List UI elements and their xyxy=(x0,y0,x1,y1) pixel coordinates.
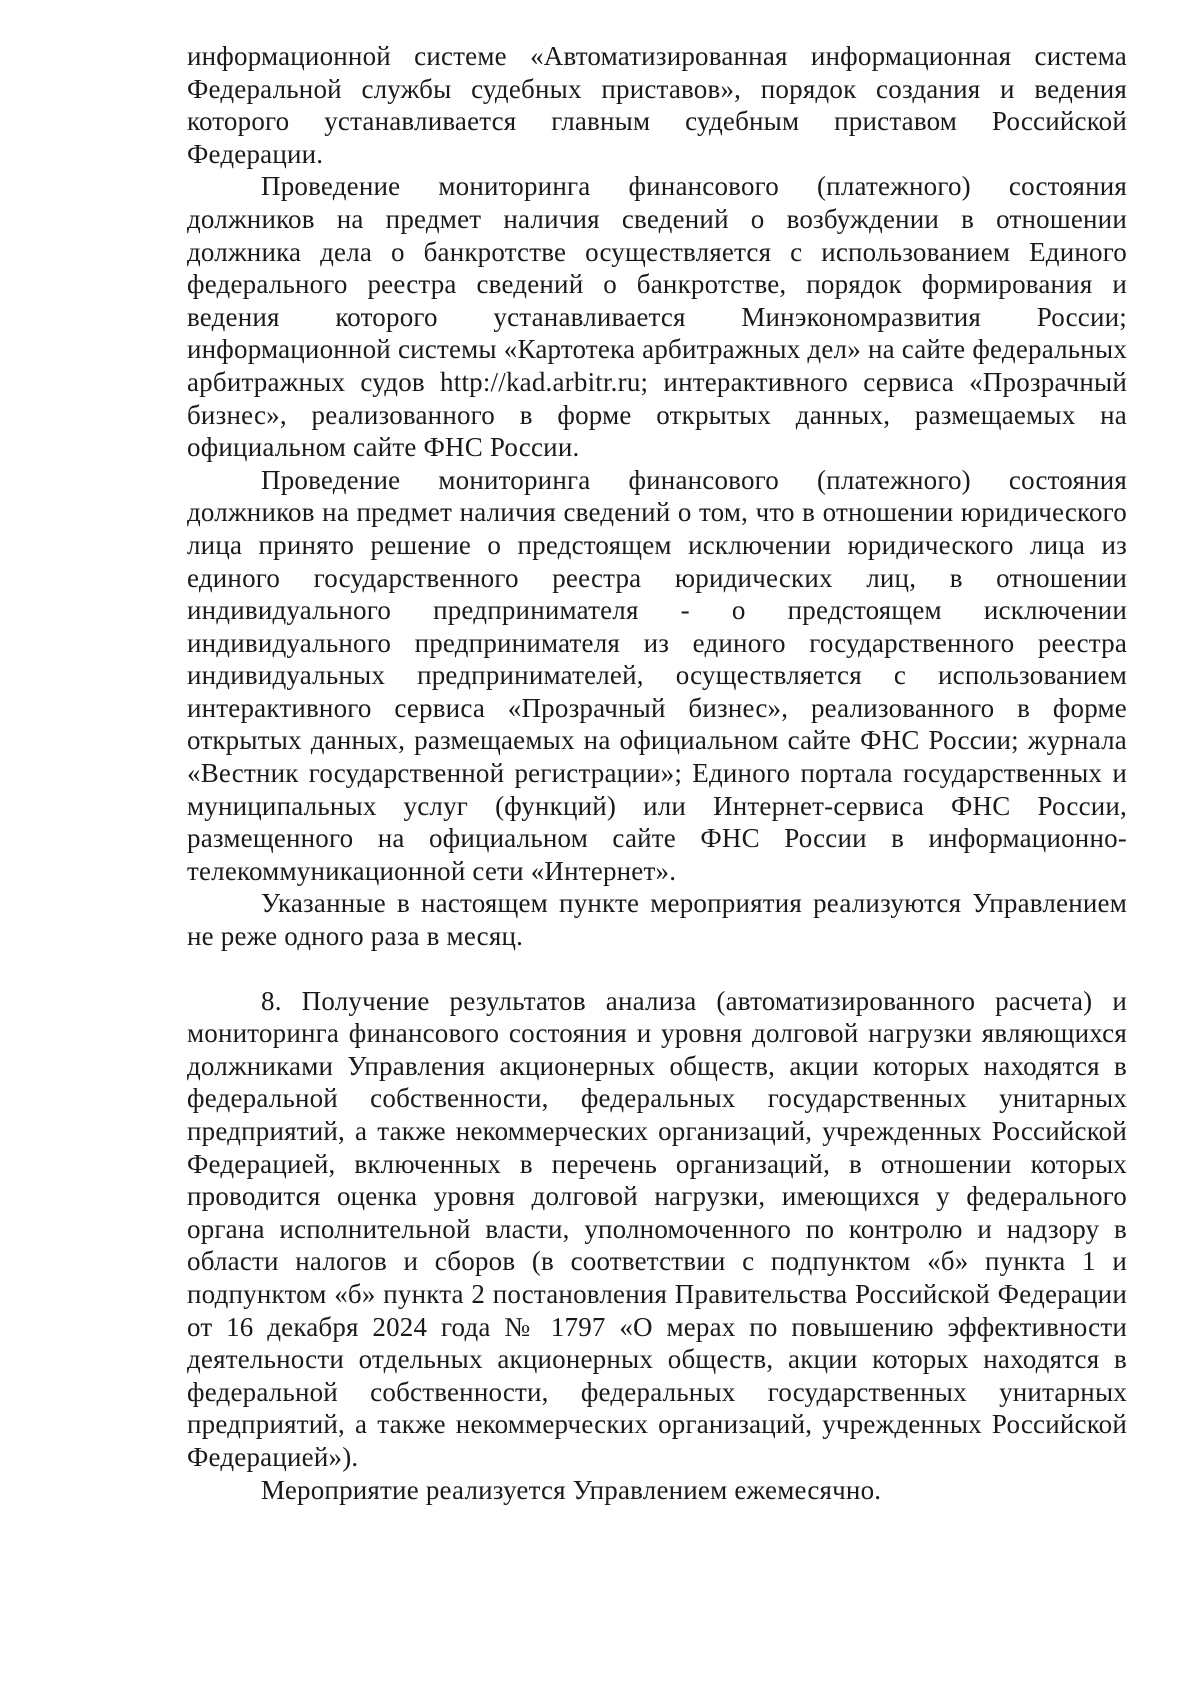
paragraph-bankruptcy-monitoring: Проведение мониторинга финансового (платежного) состояния должников на предмет наличия сведений о возбуждении в отношении должника дела о банкротстве осуществляется с использованием Единого федерального реестра сведений о банкротстве, порядок формирования и ведения которого устанавливается Минэкономразвития России; информационной системы «Картотека арбитражных дел» на сайте федеральных арбитражных судов http://kad.arbitr.ru; интерактивного сервиса «Прозрачный бизнес», реализованного в форме открытых данных, размещаемых на официальном сайте ФНС России. xyxy=(187,171,1127,463)
paragraph-item-8: 8. Получение результатов анализа (автоматизированного расчета) и мониторинга финансового состояния и уровня долговой нагрузки являющихся должниками Управления акционерных обществ, акции которых находятся в федеральной собственности, федеральных государственных унитарных предприятий, а также некоммерческих организаций, учрежденных Российской Федерацией, включенных в перечень организаций, в отношении которых проводится оценка уровня долговой нагрузки, имеющихся у федерального органа исполнительной власти, уполномоченного по контролю и надзору в области налогов и сборов (в соответствии с подпунктом «б» пункта 1 и подпунктом «б» пункта 2 постановления Правительства Российской Федерации от 16 декабря 2024 года № 1797 «О мерах по повышению эффективности деятельности отдельных акционерных обществ, акции которых находятся в федеральной собственности, федеральных государственных унитарных предприятий, а также некоммерческих организаций, учрежденных Российской Федерацией»). xyxy=(187,985,1127,1472)
paragraph-exclusion-monitoring: Проведение мониторинга финансового (платежного) состояния должников на предмет наличия сведений о том, что в отношении юридического лица принято решение о предстоящем исключении юридического лица из единого государственного реестра юридических лиц, в отношении индивидуального предпринимателя - о предстоящем исключении индивидуального предпринимателя из единого государственного реестра индивидуальных предпринимателей, осуществляется с использованием интерактивного сервиса «Прозрачный бизнес», реализованного в форме открытых данных, размещаемых на официальном сайте ФНС России; журнала «Вестник государственной регистрации»; Единого портала государственных и муниципальных услуг (функций) или Интернет-сервиса ФНС России, размещенного на официальном сайте ФНС России в информационно-телекоммуникационной сети «Интернет». xyxy=(187,464,1127,886)
paragraph-monthly-frequency: Указанные в настоящем пункте мероприятия реализуются Управлением не реже одного раза в месяц. xyxy=(187,888,1127,952)
document-body xyxy=(187,40,1127,1506)
paragraph-ais-fssp-continuation: информационной системе «Автоматизированная информационная система Федеральной службы судебных приставов», порядок создания и ведения которого устанавливается главным судебным приставом Российской Федерации. xyxy=(187,41,1127,169)
paragraph-spacer xyxy=(187,953,1127,985)
paragraph-monthly-implementation: Мероприятие реализуется Управлением ежемесячно. xyxy=(261,1474,882,1505)
